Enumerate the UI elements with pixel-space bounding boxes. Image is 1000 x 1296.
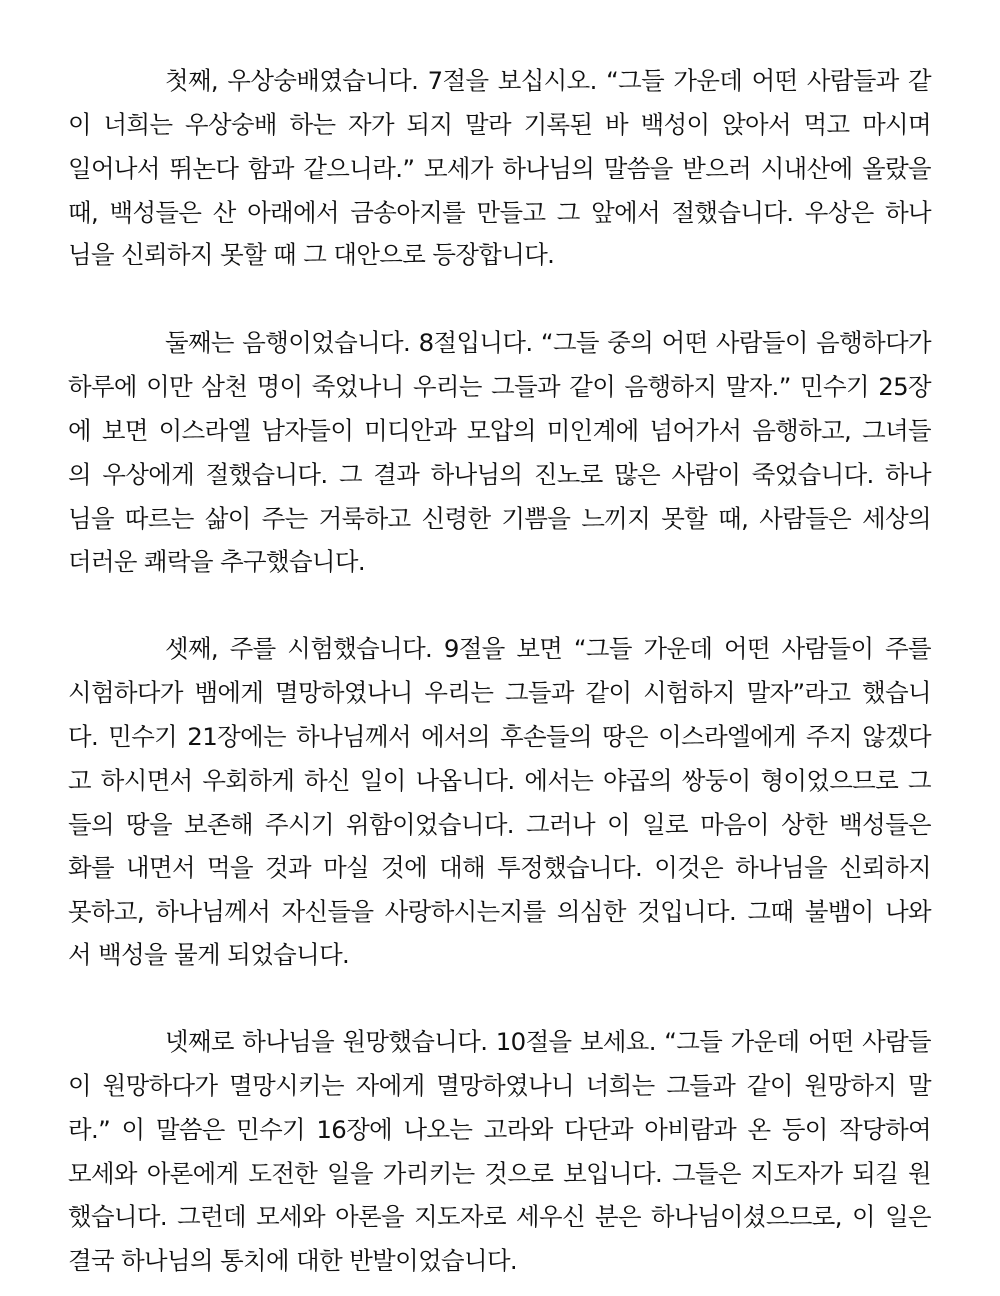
paragraph-1-line-1: 첫째, 우상숭배였습니다. 7절을 보십시오. “그들 가운데 어떤 사람들과 같 [165, 66, 931, 95]
paragraph-3-line-6: 화를 내면서 먹을 것과 마실 것에 대해 투정했습니다. 이것은 하나님을 신뢰하지 [68, 853, 931, 882]
paragraph-3-line-4: 고 하시면서 우회하게 하신 일이 나옵니다. 에서는 야곱의 쌍둥이 형이었으므로 그 [68, 766, 931, 795]
paragraph-4-line-5: 했습니다. 그런데 모세와 아론을 지도자로 세우신 분은 하나님이셨으므로, 이 일은 [68, 1202, 931, 1231]
paragraph-4-line-6: 결국 하나님의 통치에 대한 반발이었습니다. [68, 1246, 518, 1275]
paragraph-4-line-1: 넷째로 하나님을 원망했습니다. 10절을 보세요. “그들 가운데 어떤 사람들 [165, 1027, 931, 1056]
paragraph-1-line-5: 님을 신뢰하지 못할 때 그 대안으로 등장합니다. [68, 240, 555, 269]
paragraph-3-line-1: 셋째, 주를 시험했습니다. 9절을 보면 “그들 가운데 어떤 사람들이 주를 [165, 634, 931, 663]
paragraph-2-line-5: 님을 따르는 삶이 주는 거룩하고 신령한 기쁨을 느끼지 못할 때, 사람들은 세상의 [68, 504, 931, 533]
paragraph-4-line-3: 라.” 이 말씀은 민수기 16장에 나오는 고라와 다단과 아비람과 온 등이 작당하여 [68, 1115, 931, 1144]
paragraph-2-line-6: 더러운 쾌락을 추구했습니다. [68, 547, 365, 576]
paragraph-3-line-2: 시험하다가 뱀에게 멸망하였나니 우리는 그들과 같이 시험하지 말자”라고 했습니 [68, 678, 931, 707]
paragraph-1-line-2: 이 너희는 우상숭배 하는 자가 되지 말라 기록된 바 백성이 앉아서 먹고 마시며 [68, 110, 931, 139]
paragraph-2-line-3: 에 보면 이스라엘 남자들이 미디안과 모압의 미인계에 넘어가서 음행하고, 그녀들 [68, 416, 931, 445]
paragraph-2-line-2: 하루에 이만 삼천 명이 죽었나니 우리는 그들과 같이 음행하지 말자.” 민수기 25장 [68, 372, 931, 401]
paragraph-3-line-3: 다. 민수기 21장에는 하나님께서 에서의 후손들의 땅은 이스라엘에게 주지 않겠다 [68, 722, 931, 751]
paragraph-2-line-4: 의 우상에게 절했습니다. 그 결과 하나님의 진노로 많은 사람이 죽었습니다. 하나 [68, 460, 931, 489]
paragraph-3-line-7: 못하고, 하나님께서 자신들을 사랑하시는지를 의심한 것입니다. 그때 불뱀이 나와 [68, 897, 931, 926]
paragraph-1-line-3: 일어나서 뛰논다 함과 같으니라.” 모세가 하나님의 말씀을 받으러 시내산에 올랐을 [68, 154, 931, 183]
paragraph-1-line-4: 때, 백성들은 산 아래에서 금송아지를 만들고 그 앞에서 절했습니다. 우상은 하나 [68, 198, 931, 227]
paragraph-4-line-2: 이 원망하다가 멸망시키는 자에게 멸망하였나니 너희는 그들과 같이 원망하지 말 [68, 1071, 931, 1100]
paragraph-3-line-5: 들의 땅을 보존해 주시기 위함이었습니다. 그러나 이 일로 마음이 상한 백성들은 [68, 810, 931, 839]
paragraph-4-line-4: 모세와 아론에게 도전한 일을 가리키는 것으로 보입니다. 그들은 지도자가 되길 원 [68, 1159, 931, 1188]
paragraph-2-line-1: 둘째는 음행이었습니다. 8절입니다. “그들 중의 어떤 사람들이 음행하다가 [165, 328, 931, 357]
paragraph-3-line-8: 서 백성을 물게 되었습니다. [68, 940, 350, 969]
